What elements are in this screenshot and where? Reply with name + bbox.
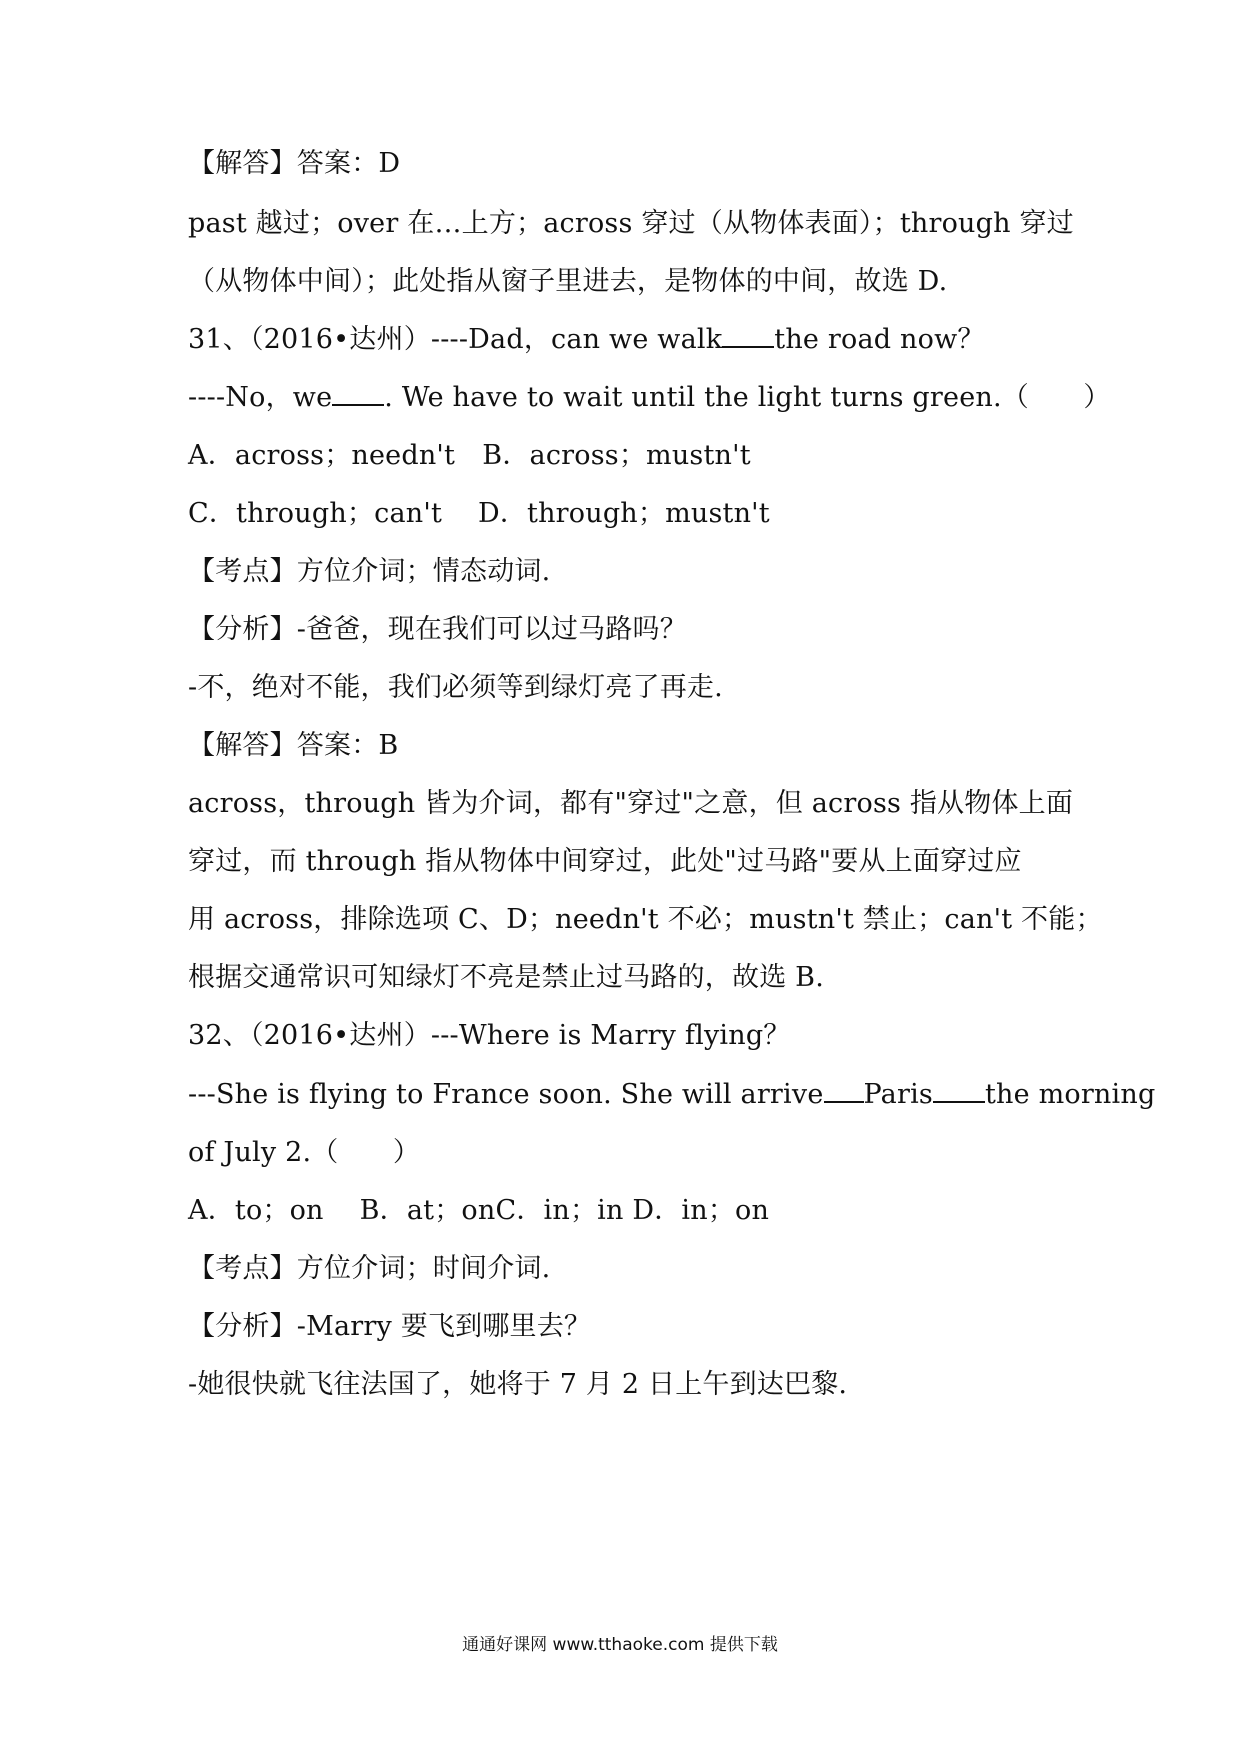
question-31-analysis-2: -不，绝对不能，我们必须等到绿灯亮了再走. [188, 672, 723, 703]
answer-blank [332, 378, 384, 406]
question-31-reply [188, 376, 1111, 420]
question-32-reply-part-1: ---She is flying to France soon. She will arrive [188, 1079, 824, 1110]
question-32-reply-cont: of July 2.（ ） [188, 1137, 421, 1168]
question-31-answer: 【解答】答案：B [188, 730, 399, 761]
question-31-part-1: 31、（2016•达州）----Dad，can we walk [188, 324, 723, 355]
question-32-reply [188, 1073, 1156, 1117]
question-31-key-point: 【考点】方位介词；情态动词. [188, 556, 551, 587]
question-31-reply-part-2: . We have to wait until the light turns green.（ ） [384, 382, 1111, 413]
question-31-options-cd: C．through；can't D．through；mustn't [188, 498, 770, 529]
answer-blank [824, 1075, 864, 1103]
answer-blank [933, 1075, 985, 1103]
explanation-line-1: past 越过；over 在…上方；across 穿过（从物体表面）；through 穿过 [188, 208, 1074, 239]
question-32-options: A．to；on B．at；onC．in；in D．in；on [188, 1195, 770, 1226]
explanation-line-2: （从物体中间）；此处指从窗子里进去，是物体的中间，故选 D. [188, 266, 948, 297]
question-32-key-point: 【考点】方位介词；时间介词. [188, 1253, 551, 1284]
question-31-explanation-2: 穿过，而 through 指从物体中间穿过，此处"过马路"要从上面穿过应 [188, 846, 1022, 877]
question-32-reply-part-2: Paris [863, 1079, 933, 1110]
question-32-analysis-1: 【分析】-Marry 要飞到哪里去？ [188, 1311, 592, 1342]
question-32-stem: 32、（2016•达州）---Where is Marry flying？ [188, 1020, 791, 1051]
question-31-explanation-1: across，through 皆为介词，都有"穿过"之意，但 across 指从物体上面 [188, 788, 1074, 819]
question-32-reply-part-3: the morning [984, 1079, 1156, 1110]
question-31-part-2: the road now？ [774, 324, 985, 355]
question-31-explanation-3: 用 across，排除选项 C、D；needn't 不必；mustn't 禁止；can't 不能； [188, 904, 1103, 935]
question-31-stem [188, 318, 1068, 362]
question-31-reply-part-1: ----No，we [188, 382, 333, 413]
question-31-explanation-4: 根据交通常识可知绿灯不亮是禁止过马路的，故选 B. [188, 962, 825, 993]
page-footer: 通通好课网 www.tthaoke.com 提供下载 [462, 1635, 778, 1655]
question-31-options-ab: A．across；needn't B．across；mustn't [188, 440, 751, 471]
answer-label-q30: 【解答】答案：D [188, 148, 401, 179]
answer-blank [722, 320, 774, 348]
question-32-analysis-2: -她很快就飞往法国了，她将于 7 月 2 日上午到达巴黎. [188, 1369, 848, 1400]
question-31-analysis-1: 【分析】-爸爸，现在我们可以过马路吗？ [188, 614, 687, 645]
